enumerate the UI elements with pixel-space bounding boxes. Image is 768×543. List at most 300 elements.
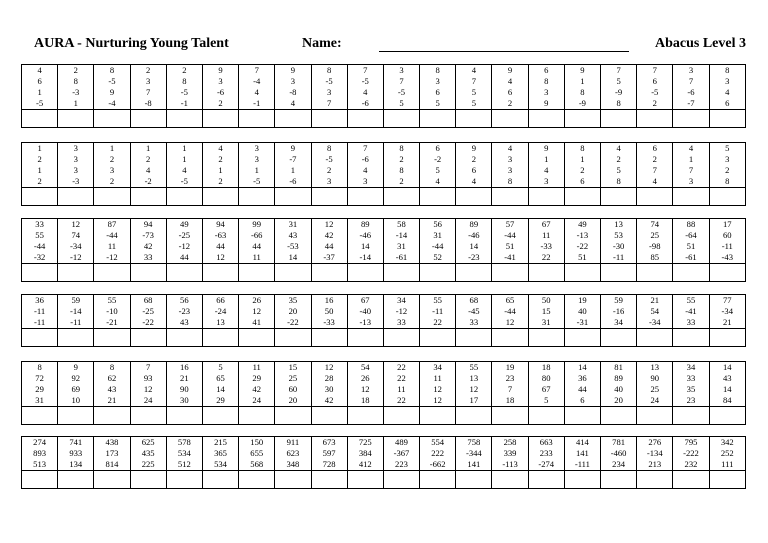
answer-box[interactable]	[166, 407, 202, 425]
answer-box[interactable]	[311, 471, 347, 489]
problem-number: 14	[216, 384, 225, 394]
answer-box[interactable]	[564, 110, 600, 128]
problem-number: 3	[218, 76, 223, 86]
answer-box[interactable]	[528, 264, 564, 282]
problem-number: 13	[650, 362, 660, 372]
problem-number: 31	[397, 241, 406, 251]
problem-number: 31	[35, 395, 44, 405]
problem-cell	[456, 362, 492, 407]
problem-number: 223	[395, 459, 408, 469]
answer-box[interactable]	[347, 188, 383, 206]
problem-number: 5	[471, 98, 476, 108]
problem-cell	[311, 362, 347, 407]
answer-box[interactable]	[673, 188, 709, 206]
problem-number: -44	[106, 230, 118, 240]
problem-number: 2	[37, 154, 42, 164]
answer-box[interactable]	[637, 407, 673, 425]
problem-number: 7	[326, 98, 332, 108]
answer-box[interactable]	[383, 110, 419, 128]
problem-number: 42	[252, 384, 262, 394]
problem-number: 625	[141, 437, 155, 447]
answer-box[interactable]	[58, 329, 94, 347]
problem-number: -46	[468, 230, 480, 240]
problem-cell	[130, 437, 166, 471]
answer-box[interactable]	[311, 188, 347, 206]
answer-box[interactable]	[275, 329, 311, 347]
answer-box[interactable]	[22, 264, 58, 282]
answer-box[interactable]	[601, 471, 637, 489]
answer-box[interactable]	[94, 188, 130, 206]
problem-number: 8	[725, 176, 730, 186]
problem-number: -460	[610, 448, 627, 458]
problem-cell	[456, 219, 492, 264]
problem-number: 276	[648, 437, 662, 447]
problem-cell	[239, 295, 275, 329]
answer-box[interactable]	[239, 471, 275, 489]
answer-box[interactable]	[239, 329, 275, 347]
problem-number: 9	[290, 65, 296, 75]
answer-box[interactable]	[637, 329, 673, 347]
answer-box[interactable]	[22, 110, 58, 128]
answer-box[interactable]	[166, 329, 202, 347]
problem-cell	[22, 295, 58, 329]
problem-number: 43	[722, 373, 732, 383]
problem-number: 3	[73, 143, 78, 153]
problem-cell	[58, 362, 94, 407]
problem-number: 7	[471, 76, 476, 86]
answer-box[interactable]	[275, 110, 311, 128]
problem-cell	[166, 437, 202, 471]
answer-box[interactable]	[601, 188, 637, 206]
problem-number: 54	[360, 362, 370, 372]
problem-cell	[311, 143, 347, 188]
answer-box[interactable]	[130, 110, 166, 128]
problem-number: 55	[686, 295, 696, 305]
answer-box[interactable]	[564, 264, 600, 282]
problem-number: 88	[686, 219, 696, 229]
answer-box[interactable]	[637, 264, 673, 282]
problem-number: 14	[360, 241, 370, 251]
problem-cell	[130, 362, 166, 407]
problem-cell	[637, 65, 673, 110]
problem-number: 40	[578, 306, 587, 316]
problem-number: 8	[435, 65, 440, 75]
answer-row	[22, 471, 746, 489]
problem-number: 55	[469, 362, 479, 372]
answer-box[interactable]	[275, 264, 311, 282]
answer-box[interactable]	[673, 471, 709, 489]
problem-number: 725	[358, 437, 372, 447]
answer-box[interactable]	[383, 407, 419, 425]
problem-cell	[709, 295, 745, 329]
answer-box[interactable]	[528, 329, 564, 347]
problem-number: 4	[616, 143, 621, 153]
problem-number: 20	[614, 395, 623, 405]
problem-number: 11	[252, 362, 261, 372]
answer-box[interactable]	[601, 407, 637, 425]
answer-box[interactable]	[94, 407, 130, 425]
answer-box[interactable]	[492, 471, 528, 489]
problem-cell	[709, 143, 745, 188]
problem-number: 60	[288, 384, 298, 394]
problem-number: 2	[218, 154, 223, 164]
answer-box[interactable]	[166, 471, 202, 489]
problem-number: 814	[105, 459, 119, 469]
problem-number: 6	[652, 143, 657, 153]
problem-number: 4	[363, 87, 368, 97]
problem-cell	[492, 362, 528, 407]
problem-cell	[383, 65, 419, 110]
problem-number: 141	[467, 459, 481, 469]
problem-number: -6	[361, 154, 369, 164]
answer-box[interactable]	[130, 407, 166, 425]
answer-box[interactable]	[347, 264, 383, 282]
problem-number: -111	[574, 459, 590, 469]
problem-number: 34	[614, 317, 623, 327]
answer-box[interactable]	[202, 471, 238, 489]
problem-cell	[456, 295, 492, 329]
problem-number: 534	[214, 459, 227, 469]
problem-number: 6	[435, 87, 440, 97]
problem-number: 3	[363, 176, 368, 186]
answer-box[interactable]	[564, 407, 600, 425]
problem-number: -53	[287, 241, 299, 251]
answer-box[interactable]	[637, 471, 673, 489]
problem-number: 25	[288, 373, 298, 383]
answer-box[interactable]	[492, 407, 528, 425]
answer-box[interactable]	[94, 264, 130, 282]
problem-cell	[239, 219, 275, 264]
problem-number: 9	[544, 143, 549, 153]
answer-box[interactable]	[130, 188, 166, 206]
answer-box[interactable]	[202, 264, 238, 282]
answer-box[interactable]	[420, 329, 456, 347]
problem-number: -5	[397, 87, 406, 97]
answer-box[interactable]	[94, 329, 130, 347]
answer-box[interactable]	[58, 264, 94, 282]
problem-number: -9	[615, 87, 623, 97]
problem-number: -44	[504, 230, 516, 240]
problem-number: -14	[359, 252, 372, 262]
answer-box[interactable]	[22, 407, 58, 425]
problem-number: 2	[580, 165, 585, 175]
problem-number: -44	[33, 241, 46, 251]
answer-box[interactable]	[239, 264, 275, 282]
problem-number: 51	[505, 241, 515, 251]
problem-number: 57	[505, 219, 515, 229]
answer-box[interactable]	[492, 329, 528, 347]
problem-number: -4	[253, 76, 261, 86]
problem-number: -25	[142, 306, 154, 316]
answer-box[interactable]	[492, 110, 528, 128]
problem-number: -11	[34, 306, 46, 316]
problem-number: -8	[289, 87, 297, 97]
problem-number: 19	[578, 295, 587, 305]
problem-cell	[130, 295, 166, 329]
problem-number: 34	[686, 362, 696, 372]
problem-number: 89	[469, 219, 479, 229]
problem-number: 7	[399, 76, 404, 86]
answer-box[interactable]	[528, 471, 564, 489]
answer-box[interactable]	[202, 188, 238, 206]
answer-box[interactable]	[564, 188, 600, 206]
problem-number: -14	[70, 306, 82, 316]
problem-number: -41	[685, 306, 697, 316]
problem-number: 8	[616, 98, 621, 108]
problem-cell	[202, 219, 238, 264]
problem-number: 1	[254, 165, 259, 175]
answer-box[interactable]	[528, 110, 564, 128]
problem-cell	[492, 437, 528, 471]
problem-number: 12	[433, 395, 442, 405]
answer-box[interactable]	[311, 110, 347, 128]
problem-number: 23	[505, 373, 515, 383]
answer-box[interactable]	[202, 329, 238, 347]
problem-number: 8	[544, 76, 549, 86]
problem-number: -5	[325, 76, 333, 86]
problem-cell	[564, 362, 600, 407]
problem-cell	[202, 143, 238, 188]
problem-number: 1	[218, 165, 223, 175]
problem-number: 2	[146, 65, 151, 75]
answer-box[interactable]	[166, 264, 202, 282]
name-field-line[interactable]	[379, 51, 629, 52]
answer-box[interactable]	[383, 329, 419, 347]
answer-box[interactable]	[709, 188, 745, 206]
answer-box[interactable]	[420, 264, 456, 282]
answer-box[interactable]	[347, 407, 383, 425]
answer-box[interactable]	[673, 110, 709, 128]
problem-number: -7	[289, 154, 297, 164]
answer-box[interactable]	[22, 471, 58, 489]
answer-box[interactable]	[130, 264, 166, 282]
answer-box[interactable]	[130, 471, 166, 489]
problem-number: 414	[575, 437, 589, 447]
problem-number: 11	[107, 241, 117, 251]
problem-number: -98	[649, 241, 661, 251]
answer-box[interactable]	[202, 407, 238, 425]
answer-box[interactable]	[637, 188, 673, 206]
answer-box[interactable]	[420, 110, 456, 128]
answer-box[interactable]	[456, 329, 492, 347]
problem-cell	[94, 362, 130, 407]
problem-cell	[709, 437, 745, 471]
answer-box[interactable]	[130, 329, 166, 347]
problem-number: 44	[252, 241, 262, 251]
problem-number: -113	[502, 459, 518, 469]
problem-number: 795	[684, 437, 698, 447]
problem-number: 1	[182, 154, 187, 164]
answer-box[interactable]	[673, 264, 709, 282]
problem-number: 1	[182, 143, 187, 153]
problem-number: -73	[142, 230, 154, 240]
problem-number: 35	[686, 384, 696, 394]
answer-box[interactable]	[420, 188, 456, 206]
problem-number: 9	[218, 65, 223, 75]
problem-number: 2	[218, 176, 223, 186]
problem-number: 33	[397, 317, 406, 327]
problem-number: 7	[146, 87, 151, 97]
problem-number: 25	[650, 230, 660, 240]
problem-number: -344	[465, 448, 482, 458]
answer-box[interactable]	[492, 188, 528, 206]
answer-box[interactable]	[420, 471, 456, 489]
answer-box[interactable]	[239, 407, 275, 425]
problem-number: 51	[686, 241, 696, 251]
answer-box[interactable]	[239, 188, 275, 206]
problem-number: -23	[178, 306, 191, 316]
answer-box[interactable]	[528, 407, 564, 425]
answer-box[interactable]	[709, 110, 745, 128]
problem-number: 69	[71, 384, 81, 394]
problem-number: -44	[431, 241, 444, 251]
problem-number: -13	[576, 230, 589, 240]
problem-number: 3	[109, 165, 115, 175]
answer-box[interactable]	[383, 471, 419, 489]
problem-number: 6	[725, 98, 730, 108]
problem-number: -14	[395, 230, 408, 240]
problem-number: 36	[578, 373, 587, 383]
problem-number: 24	[252, 395, 262, 405]
problem-number: 11	[542, 230, 551, 240]
answer-box[interactable]	[275, 188, 311, 206]
problem-number: 7	[688, 165, 694, 175]
problem-number: 348	[286, 459, 300, 469]
answer-box[interactable]	[492, 264, 528, 282]
question-row	[22, 143, 746, 188]
problem-number: 2	[507, 98, 513, 108]
problem-number: 2	[182, 65, 187, 75]
answer-box[interactable]	[709, 329, 745, 347]
problem-cell	[94, 65, 130, 110]
answer-box[interactable]	[347, 110, 383, 128]
answer-box[interactable]	[601, 110, 637, 128]
answer-box[interactable]	[383, 188, 419, 206]
answer-box[interactable]	[347, 471, 383, 489]
problem-cell	[637, 295, 673, 329]
problem-cell	[275, 437, 311, 471]
problem-number: -5	[361, 76, 369, 86]
problem-number: -12	[178, 241, 191, 251]
answer-box[interactable]	[275, 471, 311, 489]
problem-number: -6	[289, 176, 297, 186]
answer-box[interactable]	[58, 110, 94, 128]
answer-box[interactable]	[456, 188, 492, 206]
problem-number: -5	[180, 176, 188, 186]
problem-number: -31	[576, 317, 589, 327]
problem-cell	[673, 65, 709, 110]
problem-number: -66	[250, 230, 263, 240]
problem-number: 14	[288, 252, 298, 262]
problem-number: 4	[218, 143, 223, 153]
answer-box[interactable]	[456, 264, 492, 282]
answer-box[interactable]	[22, 329, 58, 347]
problem-number: 12	[143, 384, 153, 394]
problem-number: 49	[180, 219, 189, 229]
answer-box[interactable]	[637, 110, 673, 128]
problem-number: -8	[144, 98, 152, 108]
problem-cell	[564, 219, 600, 264]
answer-box[interactable]	[275, 407, 311, 425]
answer-box[interactable]	[564, 329, 600, 347]
problem-cell	[528, 437, 564, 471]
answer-box[interactable]	[311, 407, 347, 425]
problem-number: 173	[105, 448, 119, 458]
answer-box[interactable]	[166, 110, 202, 128]
answer-box[interactable]	[239, 110, 275, 128]
problem-number: 5	[218, 362, 223, 372]
answer-box[interactable]	[673, 329, 709, 347]
problem-number: 22	[541, 252, 551, 262]
answer-box[interactable]	[347, 329, 383, 347]
problem-number: 554	[431, 437, 445, 447]
answer-box[interactable]	[456, 471, 492, 489]
problem-number: 9	[507, 65, 513, 75]
problem-number: 4	[652, 176, 657, 186]
problem-number: 44	[324, 241, 334, 251]
answer-box[interactable]	[311, 264, 347, 282]
problem-cell	[202, 362, 238, 407]
problem-cell	[383, 143, 419, 188]
answer-box[interactable]	[456, 407, 492, 425]
answer-box[interactable]	[166, 188, 202, 206]
problem-number: 3	[725, 154, 730, 164]
answer-box[interactable]	[420, 407, 456, 425]
problem-cell	[347, 143, 383, 188]
problem-number: 89	[360, 219, 370, 229]
problem-cell	[311, 295, 347, 329]
problem-cell	[673, 143, 709, 188]
problem-number: 59	[71, 295, 81, 305]
problem-number: 12	[324, 219, 334, 229]
problem-number: 8	[507, 176, 513, 186]
problem-number: 1	[37, 87, 42, 97]
answer-box[interactable]	[94, 110, 130, 128]
problem-cell	[709, 219, 745, 264]
answer-box[interactable]	[564, 471, 600, 489]
problem-number: -1	[253, 98, 261, 108]
answer-box[interactable]	[58, 471, 94, 489]
answer-box[interactable]	[709, 471, 745, 489]
answer-box[interactable]	[601, 264, 637, 282]
answer-box[interactable]	[94, 471, 130, 489]
problem-number: 51	[578, 252, 587, 262]
answer-box[interactable]	[528, 188, 564, 206]
problem-number: 4	[363, 165, 368, 175]
answer-box[interactable]	[709, 407, 745, 425]
problem-number: -11	[34, 317, 46, 327]
problem-number: 77	[722, 295, 732, 305]
answer-box[interactable]	[383, 264, 419, 282]
answer-box[interactable]	[709, 264, 745, 282]
problem-number: 44	[180, 252, 189, 262]
problem-number: 1	[109, 143, 115, 153]
problem-number: 21	[722, 317, 732, 327]
answer-box[interactable]	[202, 110, 238, 128]
answer-box[interactable]	[58, 188, 94, 206]
worksheet-header	[34, 36, 746, 56]
problem-number: 8	[725, 65, 730, 75]
answer-box[interactable]	[673, 407, 709, 425]
problem-number: 33	[143, 252, 153, 262]
answer-box[interactable]	[601, 329, 637, 347]
problem-block	[21, 142, 746, 206]
problem-number: 513	[33, 459, 47, 469]
answer-box[interactable]	[456, 110, 492, 128]
answer-box[interactable]	[58, 407, 94, 425]
answer-box[interactable]	[22, 188, 58, 206]
answer-box[interactable]	[311, 329, 347, 347]
